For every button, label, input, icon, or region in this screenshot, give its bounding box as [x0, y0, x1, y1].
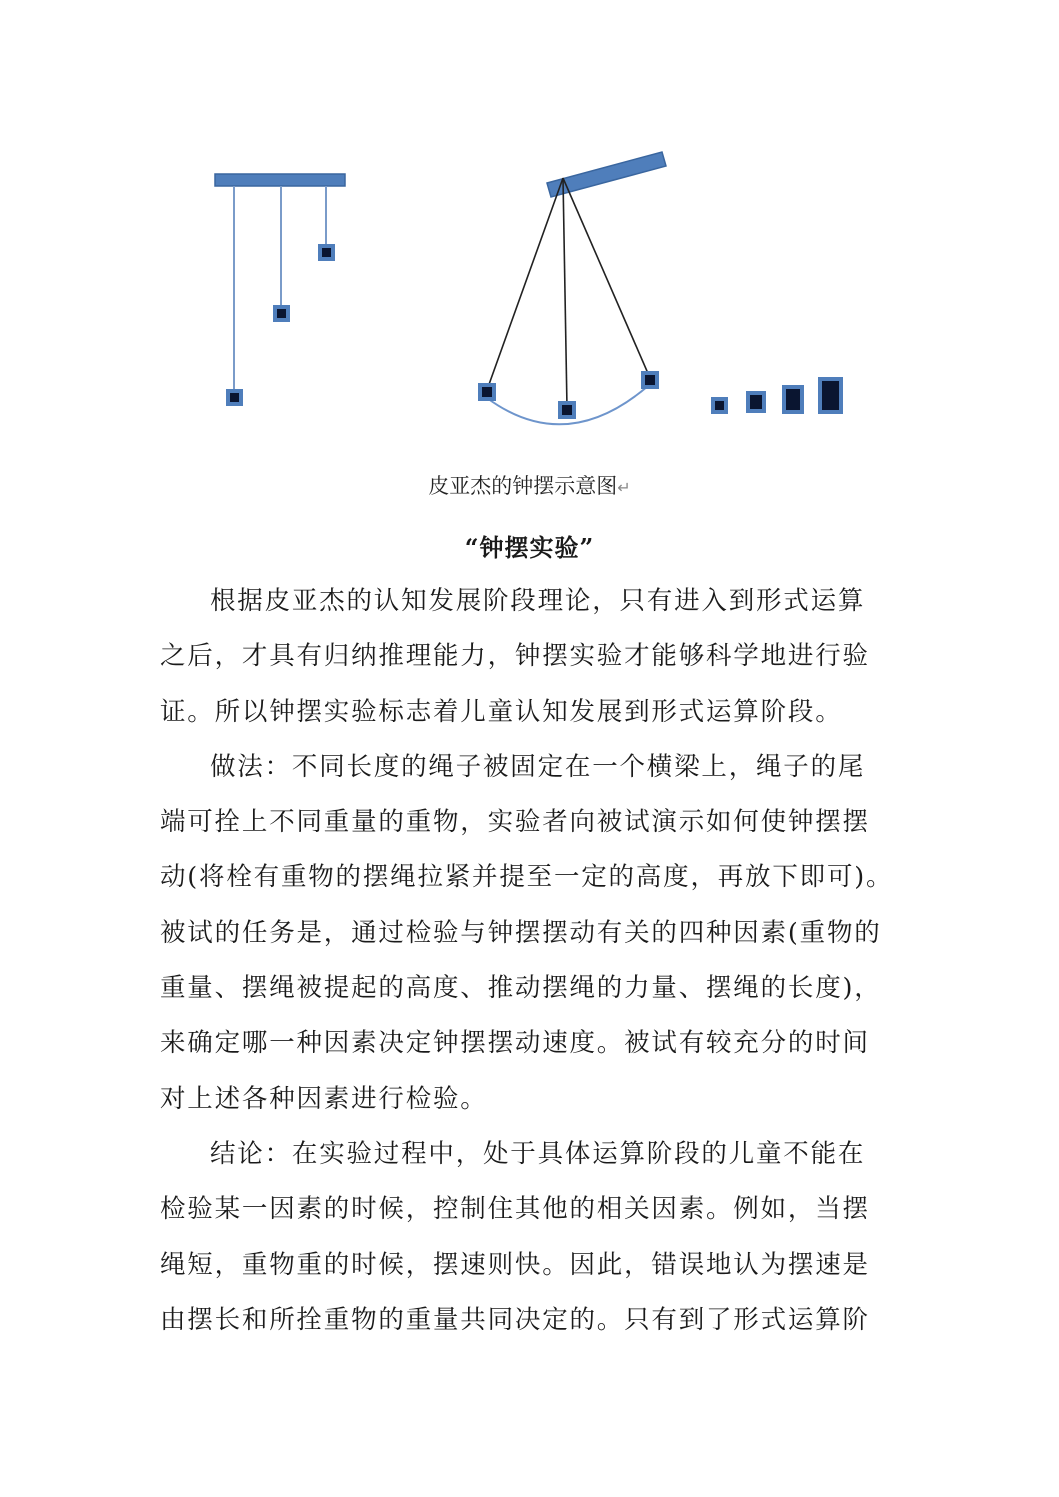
weight-large — [782, 385, 804, 414]
paragraph-mark-icon: ↵ — [617, 478, 631, 497]
crossbeam — [215, 174, 345, 186]
weight-medium — [746, 391, 766, 413]
text-line: 来确定哪一种因素决定钟摆摆动速度。被试有较充分的时间 — [160, 1028, 870, 1059]
text-line: 检验某一因素的时候，控制住其他的相关因素。例如，当摆 — [160, 1194, 870, 1225]
rope-center — [563, 178, 567, 408]
text-line: 之后，才具有归纳推理能力，钟摆实验才能够科学地进行验 — [160, 641, 870, 672]
text-line: 对上述各种因素进行检验。 — [160, 1083, 488, 1114]
text-line: 端可拴上不同重量的重物，实验者向被试演示如何使钟摆摆 — [160, 807, 870, 838]
text-line: 由摆长和所拴重物的重量共同决定的。只有到了形式运算阶 — [160, 1304, 870, 1335]
weight-small — [711, 397, 728, 414]
rope-right — [563, 178, 650, 378]
weight — [641, 371, 659, 389]
figure-caption — [0, 470, 1059, 500]
weights-set-figure — [711, 377, 843, 414]
weight-xlarge — [818, 377, 843, 414]
text-line: 重量、摆绳被提起的高度、推动摆绳的力量、摆绳的长度)， — [160, 973, 882, 1004]
body-text — [160, 574, 894, 1348]
text-line: 做法：不同长度的绳子被固定在一个横梁上，绳子的尾 — [210, 751, 866, 782]
weight — [478, 383, 496, 401]
text-line: 结论：在实验过程中，处于具体运算阶段的儿童不能在 — [210, 1138, 866, 1169]
text-line: 证。所以钟摆实验标志着儿童认知发展到形式运算阶段。 — [160, 696, 843, 727]
text-line: 动(将栓有重物的摆绳拉紧并提至一定的高度，再放下即可)。 — [160, 862, 894, 893]
weight — [226, 389, 243, 406]
section-title: “钟摆实验” — [464, 533, 595, 562]
text-line: 被试的任务是，通过检验与钟摆摆动有关的四种因素(重物的 — [160, 917, 882, 948]
figure-caption-text: 皮亚杰的钟摆示意图 — [428, 474, 618, 498]
rope-left — [487, 178, 563, 390]
text-line: 绳短，重物重的时候，摆速则快。因此，错误地认为摆速是 — [160, 1249, 870, 1280]
pendulum-swing-figure — [478, 152, 666, 424]
weight — [318, 244, 335, 261]
weight — [558, 401, 576, 419]
pendulum-lengths-figure — [215, 174, 345, 406]
tilted-beam — [547, 152, 666, 197]
text-line: 根据皮亚杰的认知发展阶段理论，只有进入到形式运算 — [210, 586, 866, 616]
weight — [273, 305, 290, 322]
pendulum-diagram — [0, 0, 1059, 460]
